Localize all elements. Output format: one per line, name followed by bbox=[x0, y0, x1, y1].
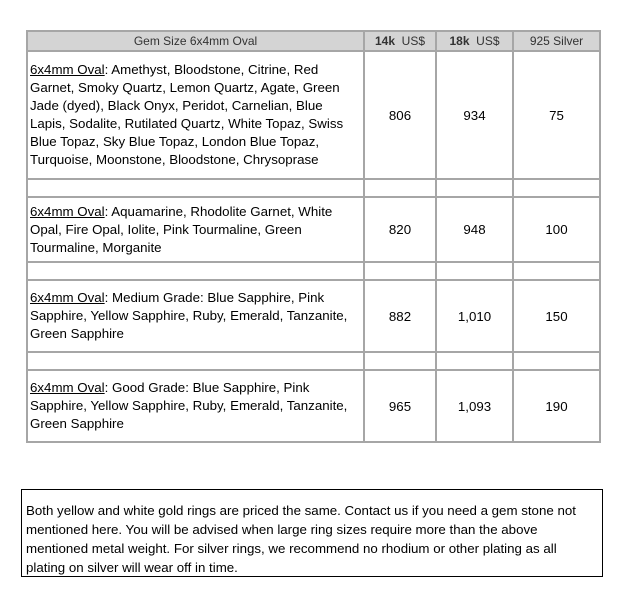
gem-description bbox=[27, 370, 364, 442]
gem-description bbox=[27, 51, 364, 179]
header-gem-size: Gem Size 6x4mm Oval bbox=[27, 31, 364, 51]
price-silver: 150 bbox=[513, 280, 600, 352]
spacer-row bbox=[27, 179, 600, 197]
table-row bbox=[27, 51, 600, 179]
gem-list: : Amethyst, Bloodstone, Citrine, Red Garnet, Smoky Quartz, Lemon Quartz, Agate, Green Jade (dyed), Black Onyx, Peridot, Carnelian, Blue Lapis, Sodalite, Rutilated Quartz, White Topaz, Swiss Blue Topaz, Sky Blue Topaz, London Blue Topaz, Turquoise, Moonstone, Bloodstone, Chrysoprase bbox=[30, 62, 344, 167]
header-925-silver: 925 Silver bbox=[513, 31, 600, 51]
pricing-note: Both yellow and white gold rings are priced the same. Contact us if you need a gem stone not mentioned here. You will be advised when large ring sizes require more than the above mentioned metal weight. For silver rings, we recommend no rhodium or other plating as all plating on silver will wear off in time. bbox=[21, 489, 603, 577]
price-14k: 806 bbox=[364, 51, 436, 179]
spacer-row bbox=[27, 262, 600, 280]
gem-description bbox=[27, 280, 364, 352]
price-18k: 948 bbox=[436, 197, 513, 262]
gem-list: : Medium Grade: Blue Sapphire, Pink Sapphire, Yellow Sapphire, Ruby, Emerald, Tanzanite, Green Sapphire bbox=[30, 290, 348, 341]
spacer-row bbox=[27, 352, 600, 370]
price-table bbox=[26, 30, 601, 443]
table-row bbox=[27, 280, 600, 352]
price-18k: 934 bbox=[436, 51, 513, 179]
table-row bbox=[27, 197, 600, 262]
gem-list: : Good Grade: Blue Sapphire, Pink Sapphire, Yellow Sapphire, Ruby, Emerald, Tanzanite, Green Sapphire bbox=[30, 380, 348, 431]
gem-size-label: 6x4mm Oval bbox=[30, 203, 105, 219]
gem-description bbox=[27, 197, 364, 262]
table-row bbox=[27, 370, 600, 442]
gem-list: : Aquamarine, Rhodolite Garnet, White Opal, Fire Opal, Iolite, Pink Tourmaline, Green Tourmaline, Morganite bbox=[30, 203, 333, 255]
price-silver: 75 bbox=[513, 51, 600, 179]
price-14k: 882 bbox=[364, 280, 436, 352]
header-18k: 18k US$ bbox=[436, 31, 513, 51]
gem-size-label: 6x4mm Oval bbox=[30, 380, 105, 395]
price-18k: 1,010 bbox=[436, 280, 513, 352]
gem-size-label: 6x4mm Oval bbox=[30, 62, 105, 77]
price-silver: 190 bbox=[513, 370, 600, 442]
table-header-row bbox=[27, 31, 600, 51]
price-14k: 965 bbox=[364, 370, 436, 442]
price-14k: 820 bbox=[364, 197, 436, 262]
price-18k: 1,093 bbox=[436, 370, 513, 442]
header-14k: 14k US$ bbox=[364, 31, 436, 51]
price-silver: 100 bbox=[513, 197, 600, 262]
gem-size-label: 6x4mm Oval bbox=[30, 290, 105, 305]
